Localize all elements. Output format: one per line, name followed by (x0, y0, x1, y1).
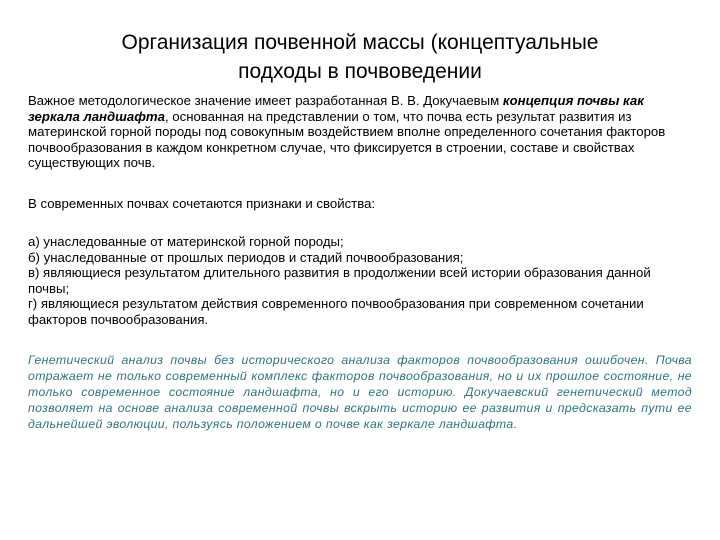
slide-title (40, 28, 680, 86)
concept-emphasis: концепция почвы как зеркала ландшафта (28, 93, 644, 124)
intro-text-start: Важное методологическое значение имеет разработанная В. В. Докучаевым (28, 93, 503, 108)
list-item: в) являющиеся результатом длительного развития в продолжении всей истории образования данной почвы; (28, 265, 651, 296)
title-line-1: Организация почвенной массы (концептуальные (121, 31, 599, 54)
intro-text-end: , основанная на представлении о том, что почва есть результат развития из материнской горной породы под совокупным воздействием вполне определенного сочетания факторов почвообразования в каждом конкретном случае, что фиксируется в строении, составе и свойствах существующих почв. (28, 108, 666, 171)
properties-list (28, 234, 694, 328)
list-item: б) унаследованные от прошлых периодов и стадий почвообразования; (28, 249, 464, 265)
title-line-2: подходы в почвоведении (238, 60, 482, 83)
genetic-analysis-note: Генетический анализ почвы без исторического анализа факторов почвообразования ошибочен. Почва отражает не только современный комплекс факторов почвообразования, но и их прошлое состояние, не только современное состояние ландшафта, но и его историю. Докучаевский генетический метод позволяет на основе анализа современной почвы вскрыть историю ее развития и предсказать пути ее дальнейшей эволюции, пользуясь положением о почве как зеркале ландшафта. (28, 353, 692, 431)
properties-lead: В современных почвах сочетаются признаки и свойства: (28, 196, 376, 211)
list-item: г) являющиеся результатом действия современного почвообразования при современном сочетании факторов почвообразования. (28, 296, 644, 327)
intro-paragraph (28, 93, 694, 171)
list-item: а) унаследованные от материнской горной породы; (28, 234, 344, 249)
